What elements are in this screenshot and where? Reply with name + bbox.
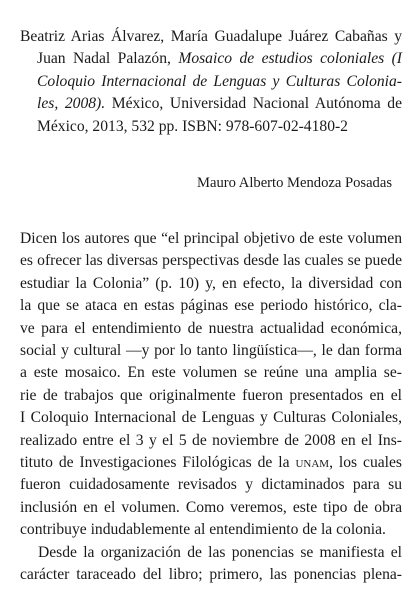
citation-line-4 <box>20 93 402 115</box>
body-line-fragment: tituto de Investigaciones Filológicas de la <box>20 454 296 472</box>
citation-line-5: México, 2013, 532 pp. ISBN: 978-607-02-4180-2 <box>37 117 348 135</box>
body-line: I Coloquio Internacional de Lenguas y Culturas Coloniales, <box>20 409 402 427</box>
body-line: a este mosaico. En este volumen se reúne una amplia se- <box>20 364 402 382</box>
book-title-part-3: les, 2008). <box>37 95 106 113</box>
body-line: rie de trabajos que originalmente fueron presentados en el <box>20 386 402 404</box>
citation-authors-end: Juan Nadal Palazón, <box>37 50 179 68</box>
body-line: estudiar la Colonia” (p. 10) y, en efecto, la diversidad con <box>20 274 402 292</box>
body-line: contribuye indudablemente al entendimiento de la colonia. <box>20 521 386 539</box>
body-line: la que se ataca en estas páginas ese periodo histórico, cla- <box>20 297 402 315</box>
body-line <box>20 452 402 474</box>
body-line: inclusión en el volumen. Como veremos, este tipo de obra <box>20 498 402 516</box>
body-line: es ofrecer las diversas perspectivas desde las cuales se puede <box>20 252 402 270</box>
body-line: fueron cuidadosamente revisados y dictaminados para su <box>20 476 402 494</box>
bibliographic-citation <box>20 26 402 138</box>
body-line: Dicen los autores que “el principal objetivo de este volumen <box>20 230 402 247</box>
book-title-part-2: Coloquio Internacional de Lenguas y Culturas Colonia- <box>37 72 402 90</box>
reviewer-name: Mauro Alberto Mendoza Posadas <box>197 175 392 191</box>
body-line: carácter taraceado del libro; primero, las ponencias plena- <box>20 566 402 584</box>
citation-line-1: Beatriz Arias Álvarez, María Guadalupe Juárez Cabañas y <box>20 28 402 45</box>
body-line: realizado entre el 3 y el 5 de noviembre de 2008 en el Ins- <box>20 431 402 449</box>
unam-acronym: unam <box>295 454 330 472</box>
body-line: ve para el entendimiento de nuestra actualidad económica, <box>20 319 402 337</box>
citation-line-2 <box>20 48 402 70</box>
body-line: social y cultural —y por lo tanto lingüística—, le dan forma <box>20 342 402 360</box>
body-line-fragment: , los cuales <box>329 454 402 472</box>
citation-publisher: México, Universidad Nacional Autónoma de <box>105 95 403 113</box>
citation-line-3 <box>20 71 402 93</box>
body-line: Desde la organización de las ponencias se manifiesta el <box>38 543 402 561</box>
review-body <box>20 228 402 587</box>
book-title-part-1: Mosaico de estudios coloniales (I <box>178 50 402 68</box>
